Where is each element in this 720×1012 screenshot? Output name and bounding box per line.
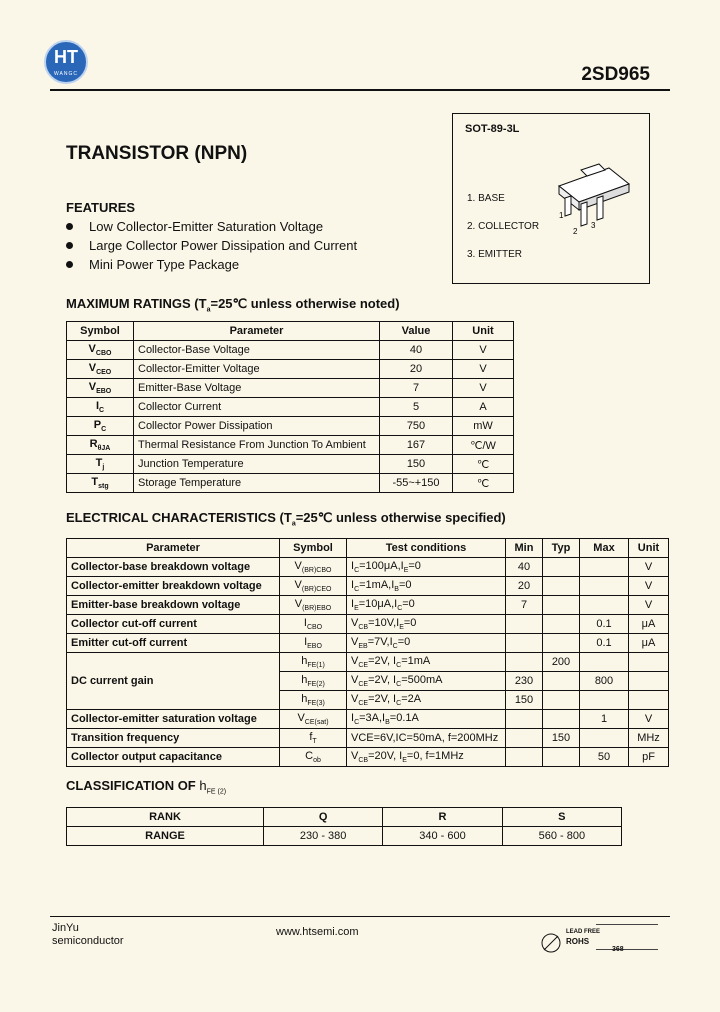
logo-text: HT xyxy=(54,47,78,67)
company-logo xyxy=(44,40,88,84)
bullet-icon xyxy=(66,242,73,249)
table-row: $V_{CBO}$ Collector-Base Voltage 40 V xyxy=(67,341,514,360)
table-row: RANGE 230 - 380 340 - 600 560 - 800 xyxy=(67,827,622,846)
footer-divider xyxy=(50,916,670,917)
table-row: $I_C$ Collector Current 5 A xyxy=(67,398,514,417)
pin-label: 3. EMITTER xyxy=(467,249,523,260)
table-row: $h_{FE(3)}$ $V_{CE}=2V$, $I_C=2A$ 150 xyxy=(67,691,669,710)
package-name: SOT-89-3L xyxy=(465,123,520,135)
website-link[interactable]: www.htsemi.com xyxy=(276,926,359,938)
electrical-table xyxy=(66,538,669,767)
table-row: Collector cut-off current $I_{CBO}$ $V_{CB}=10V,I_E=0$ 0.1 μA xyxy=(67,615,669,634)
table-row: DC current gain $h_{FE(1)}$ $V_{CE}=2V$, $I_C=1mA$ 200 xyxy=(67,653,669,672)
table-row: Collector-emitter saturation voltage $V_{CE(sat)}$ $I_C=3A,I_B=0.1A$ 1 V xyxy=(67,710,669,729)
table-row: $T_{stg}$ Storage Temperature -55~+150 ℃ xyxy=(67,474,514,493)
company-name: JinYu xyxy=(52,922,79,934)
table-row: $P_C$ Collector Power Dissipation 750 mW xyxy=(67,417,514,436)
max-ratings-heading: MAXIMUM RATINGS ($T_a=25℃$ unless otherwise noted) xyxy=(66,296,400,314)
pin-number: 3 xyxy=(591,221,596,230)
feature-item: Large Collector Power Dissipation and Current xyxy=(66,238,357,253)
bullet-icon xyxy=(66,261,73,268)
pin-label: 2. COLLECTOR xyxy=(467,221,540,232)
part-number: 2SD965 xyxy=(581,64,650,85)
feature-item: Low Collector-Emitter Saturation Voltage xyxy=(66,219,323,234)
classification-table xyxy=(66,807,622,846)
feature-item: Mini Power Type Package xyxy=(66,257,239,272)
sot89-package-icon xyxy=(551,158,643,236)
table-row: $V_{EBO}$ Emitter-Base Voltage 7 V xyxy=(67,379,514,398)
bullet-icon xyxy=(66,223,73,230)
pin-number: 2 xyxy=(573,227,578,236)
package-box xyxy=(452,113,650,284)
company-name-line2: semiconductor xyxy=(52,935,124,947)
classification-heading: CLASSIFICATION OF $h_{FE (2)}$ xyxy=(66,778,227,796)
pb-free-icon xyxy=(540,932,562,954)
logo-subtext: WANGC xyxy=(54,71,78,77)
table-row: $V_{CEO}$ Collector-Emitter Voltage 20 V xyxy=(67,360,514,379)
header-divider xyxy=(50,89,670,91)
table-header-row: Parameter Symbol Test conditions Min Typ Max Unit xyxy=(67,539,669,558)
page-title: TRANSISTOR (NPN) xyxy=(66,143,248,164)
table-row: Collector-emitter breakdown voltage $V_{(BR)CEO}$ $I_C=1mA,I_B=0$ 20 V xyxy=(67,577,669,596)
table-row: $R_{\theta JA}$ Thermal Resistance From Junction To Ambient 167 ℃/W xyxy=(67,436,514,455)
lead-free-badge: LEAD FREE xyxy=(566,929,601,935)
table-row: Transition frequency $f_T$ VCE=6V,IC=50mA, f=200MHz 150 MHz xyxy=(67,729,669,748)
max-ratings-table xyxy=(66,321,514,493)
pin-label: 1. BASE xyxy=(467,193,505,204)
rohs-badge: ROHS xyxy=(566,937,590,946)
table-row: $h_{FE(2)}$ $V_{CE}=2V$, $I_C=500mA$ 230 800 xyxy=(67,672,669,691)
table-header-row: Symbol Parameter Value Unit xyxy=(67,322,514,341)
table-row: RANK Q R S xyxy=(67,808,622,827)
electrical-heading: ELECTRICAL CHARACTERISTICS ($T_a=25℃$ unless otherwise specified) xyxy=(66,510,506,528)
compliance-mark xyxy=(596,924,658,950)
table-row: Emitter cut-off current $I_{EBO}$ $V_{EB}=7V,I_C=0$ 0.1 μA xyxy=(67,634,669,653)
table-row: $T_j$ Junction Temperature 150 ℃ xyxy=(67,455,514,474)
table-row: Collector-base breakdown voltage $V_{(BR)CBO}$ $I_C=100\mu A,I_E=0$ 40 V xyxy=(67,558,669,577)
pin-number: 1 xyxy=(559,211,564,220)
table-row: Collector output capacitance $C_{ob}$ $V_{CB}=20V$, $I_E=0$, f=1MHz 50 pF xyxy=(67,748,669,767)
table-row: Emitter-base breakdown voltage $V_{(BR)EBO}$ $I_E=10\mu A,I_C=0$ 7 V xyxy=(67,596,669,615)
badge-code: 368 xyxy=(612,946,624,953)
features-heading: FEATURES xyxy=(66,200,136,215)
